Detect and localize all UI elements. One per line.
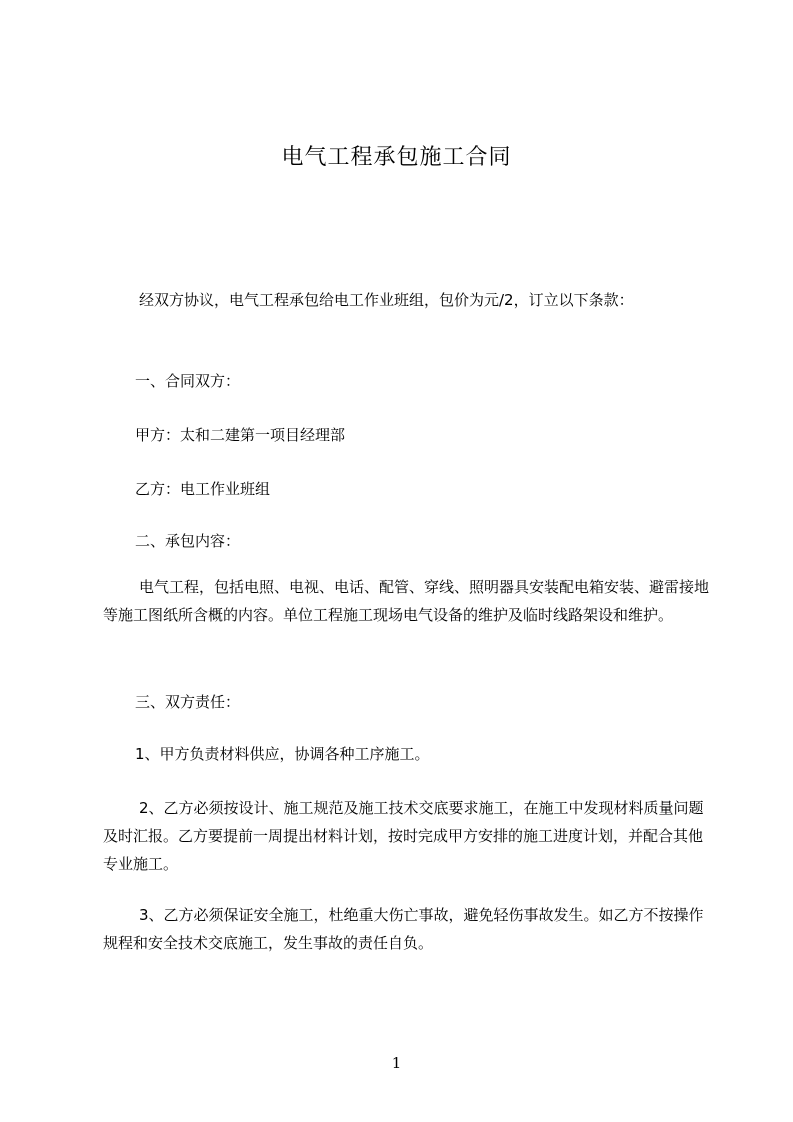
section-heading-responsibilities: 三、双方责任：	[135, 693, 241, 711]
section-heading-scope: 二、承包内容：	[135, 532, 241, 550]
intro-paragraph: 经双方协议，电气工程承包给电工作业班组，包价为元/2，订立以下条款：	[139, 291, 634, 309]
party-b: 乙方：电工作业班组	[135, 480, 271, 498]
party-a: 甲方：太和二建第一项目经理部	[135, 426, 346, 444]
section-heading-parties: 一、合同双方：	[135, 372, 241, 390]
responsibility-item-3: 3、乙方必须保证安全施工，杜绝重大伤亡事故，避免轻伤事故发生。如乙方不按操作规程和安全技术交底施工，发生事故的责任自负。	[103, 906, 704, 952]
responsibility-item-1: 1、甲方负责材料供应，协调各种工序施工。	[135, 745, 430, 763]
page-number: 1	[391, 1054, 402, 1072]
document-title: 电气工程承包施工合同	[281, 145, 512, 170]
responsibility-item-2: 2、乙方必须按设计、施工规范及施工技术交底要求施工，在施工中发现材料质量问题及时汇报。乙方要提前一周提出材料计划，按时完成甲方安排的施工进度计划，并配合其他专业施工。	[103, 799, 704, 873]
scope-paragraph: 电气工程，包括电照、电视、电话、配管、穿线、照明器具安装配电箱安装、避雷接地等施工图纸所含概的内容。单位工程施工现场电气设备的维护及临时线路架设和维护。	[103, 578, 710, 624]
